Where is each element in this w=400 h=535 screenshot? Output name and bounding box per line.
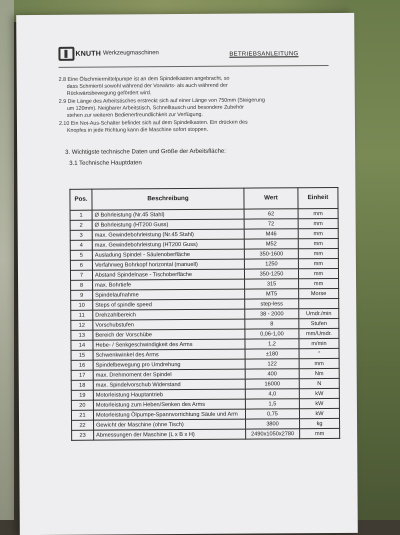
cell-value: 2490x1050x2780: [246, 429, 300, 439]
paragraph-2-9-line-3: stehen zur weiteren Bedienerfreundlichkeit zur Verfügung.: [66, 111, 203, 119]
cell-value: 1,5: [245, 399, 299, 409]
cell-value: 3800: [246, 419, 300, 429]
page-header: [58, 43, 328, 68]
cell-unit: mm/Umdr.: [299, 328, 339, 338]
cell-unit: mm: [298, 268, 338, 278]
brand-subtitle: Werkzeugmaschinen: [102, 50, 159, 57]
cell-value: MT5: [245, 289, 299, 299]
cell-pos: 21: [71, 410, 93, 420]
cell-description: Schwenkwinkel des Arms: [93, 349, 245, 360]
column-header-unit: Einheit: [298, 187, 338, 208]
cell-unit: mm: [298, 238, 338, 248]
cell-pos: 9: [71, 290, 93, 300]
table-body: [70, 208, 340, 440]
cell-description: max. Gewindebohrleistung (Nr.45 Stahl): [92, 229, 244, 240]
paragraph-2-10-line-1: 2.10 Ein Not-Aus-Schalter befindet sich auf dem Spindelkasten. Ein drücken des: [58, 119, 248, 127]
cell-pos: 16: [71, 360, 93, 370]
cell-value: 350-1250: [244, 269, 298, 279]
cell-pos: 8: [71, 280, 93, 290]
cell-value: 72: [244, 219, 298, 229]
cell-unit: mm: [298, 208, 338, 218]
subsection-title: 3.1 Technische Hauptdaten: [69, 160, 142, 167]
cell-pos: 7: [70, 270, 92, 280]
cell-pos: 14: [71, 340, 93, 350]
cell-value: M52: [244, 239, 298, 249]
cell-description: Drehzahlbereich: [93, 309, 245, 320]
page-title: BETRIEBSANLEITUNG: [229, 51, 299, 58]
cell-description: Gewicht der Maschine (ohne Tisch): [94, 419, 246, 430]
cell-value: step-less: [245, 299, 299, 309]
section-title: 3. Wichtigste technische Daten und Größe der Arbeitsfläche:: [65, 148, 226, 156]
cell-value: 16000: [245, 379, 299, 389]
cell-unit: mm: [299, 358, 339, 368]
cell-pos: 5: [70, 250, 92, 260]
cell-pos: 19: [71, 390, 93, 400]
cell-value: 8: [245, 319, 299, 329]
cell-description: Bereich der Vorschübe: [93, 329, 245, 340]
cell-pos: 2: [70, 220, 92, 230]
cell-description: Hebe- / Senkgeschwindigkeit des Arms: [93, 339, 245, 350]
cell-description: Abstand Spindelnase - Tischoberfläche: [92, 269, 244, 280]
cell-unit: mm: [298, 218, 338, 228]
brand-logo: [58, 46, 159, 61]
cell-description: Ausladung Spindel - Säulenoberfläche: [92, 249, 244, 260]
paragraph-2-9-line-2: um 120mm). Neigbarer Arbeitstisch, Schnelltausch und besondere Zubehör: [66, 104, 244, 112]
cell-description: max. Gewindebohrleistung (HT200 Guss): [92, 239, 244, 250]
cell-unit: Stufen: [299, 318, 339, 328]
cell-value: 0,75: [245, 409, 299, 419]
cell-value: 315: [245, 279, 299, 289]
table-header-row: [70, 187, 338, 210]
cell-value: 38 - 2000: [245, 309, 299, 319]
cell-description: Ø Bohrleistung (Nr.45 Stahl): [92, 209, 244, 220]
cell-description: Abmessungen der Maschine (L x B x H): [94, 429, 246, 440]
cell-value: 350-1600: [244, 249, 298, 259]
cell-pos: 1: [70, 210, 92, 220]
column-header-value: Wert: [244, 188, 298, 209]
cell-pos: 3: [70, 230, 92, 240]
cell-unit: kW: [299, 388, 339, 398]
cell-description: Motorleistung zum Heben/Senken des Arms: [93, 399, 245, 410]
paragraph-2-8-line-1: 2.8 Eine Ölschmiermittelpumpe ist an dem Spindelkasten angebracht, so: [58, 75, 230, 83]
cell-description: max. Drehmoment der Spindel: [93, 369, 245, 380]
cell-pos: 10: [71, 300, 93, 310]
cell-unit: Morse: [299, 288, 339, 298]
cell-unit: Umdr./min: [299, 308, 339, 318]
table-row: [72, 428, 340, 440]
cell-description: Motorleistung Hauptantrieb: [93, 389, 245, 400]
cell-value: 122: [245, 359, 299, 369]
cell-value: 400: [245, 369, 299, 379]
cell-unit: kW: [299, 408, 339, 418]
paragraph-2-8-line-2: dass Schmieröl sowohl während der Vorwärts- als auch während der: [66, 82, 228, 90]
cell-pos: 4: [70, 240, 92, 250]
cell-description: max. Spindelvorschub Widerstand: [93, 379, 245, 390]
cell-description: Motorleistung Ölpumpe-Spannvorrichtung Säule und Arm: [93, 409, 245, 420]
cell-unit: m/min: [299, 338, 339, 348]
paragraph-2-10-line-2: Knopfes in jede Richtung kann die Maschine sofort stoppen.: [66, 126, 209, 134]
cell-unit: N: [299, 378, 339, 388]
cell-pos: 11: [71, 310, 93, 320]
cell-unit: mm: [298, 258, 338, 268]
cell-value: 62: [244, 209, 298, 219]
cell-pos: 6: [70, 260, 92, 270]
column-header-description: Beschreibung: [92, 188, 244, 210]
cell-value: 1250: [244, 259, 298, 269]
cell-pos: 17: [71, 370, 93, 380]
cell-description: Ø Bohrleistung (HT200 Guss): [92, 219, 244, 230]
cell-description: Spindelbewegung pro Umdrehung: [93, 359, 245, 370]
brand-name: KNUTH: [75, 50, 101, 58]
cell-value: ±180: [245, 349, 299, 359]
cell-unit: mm: [298, 228, 338, 238]
cell-unit: mm: [298, 248, 338, 258]
column-header-pos: Pos.: [70, 189, 92, 210]
cell-description: Verfahrweg Bohrkopf horizontal (manuell): [92, 259, 244, 270]
paragraph-2-8-line-3: Rückwärtsbewegung gefördert wird.: [66, 90, 152, 97]
cell-value: 4,0: [245, 389, 299, 399]
background-left-edge: [0, 0, 14, 520]
cell-unit: Nm: [299, 368, 339, 378]
cell-pos: 12: [71, 320, 93, 330]
cell-pos: 23: [72, 430, 94, 440]
cell-description: Spindelaufnahme: [93, 289, 245, 300]
cell-pos: 18: [71, 380, 93, 390]
paragraph-2-9-line-1: 2.9 Die Länge des Arbeitstisches erstreckt sich auf einer Länge von 750mm (Steigerung: [58, 97, 265, 105]
cell-description: Steps of spindle speed: [93, 299, 245, 310]
technical-data-table: [69, 187, 340, 441]
cell-pos: 15: [71, 350, 93, 360]
cell-pos: 22: [72, 420, 94, 430]
cell-unit: kW: [299, 398, 339, 408]
cell-pos: 13: [71, 330, 93, 340]
manual-page: [16, 13, 358, 535]
cell-unit: °: [299, 348, 339, 358]
cell-unit: kg: [300, 418, 340, 428]
cell-value: 1,2: [245, 339, 299, 349]
cell-unit: [299, 298, 339, 308]
brand-mark-icon: [58, 47, 74, 61]
cell-value: 0,06-1,00: [245, 329, 299, 339]
cell-description: max. Bohrtiefe: [93, 279, 245, 290]
cell-unit: mm: [300, 428, 340, 438]
cell-description: Vorschubstufen: [93, 319, 245, 330]
cell-pos: 20: [71, 400, 93, 410]
cell-value: M46: [244, 229, 298, 239]
cell-unit: mm: [299, 278, 339, 288]
